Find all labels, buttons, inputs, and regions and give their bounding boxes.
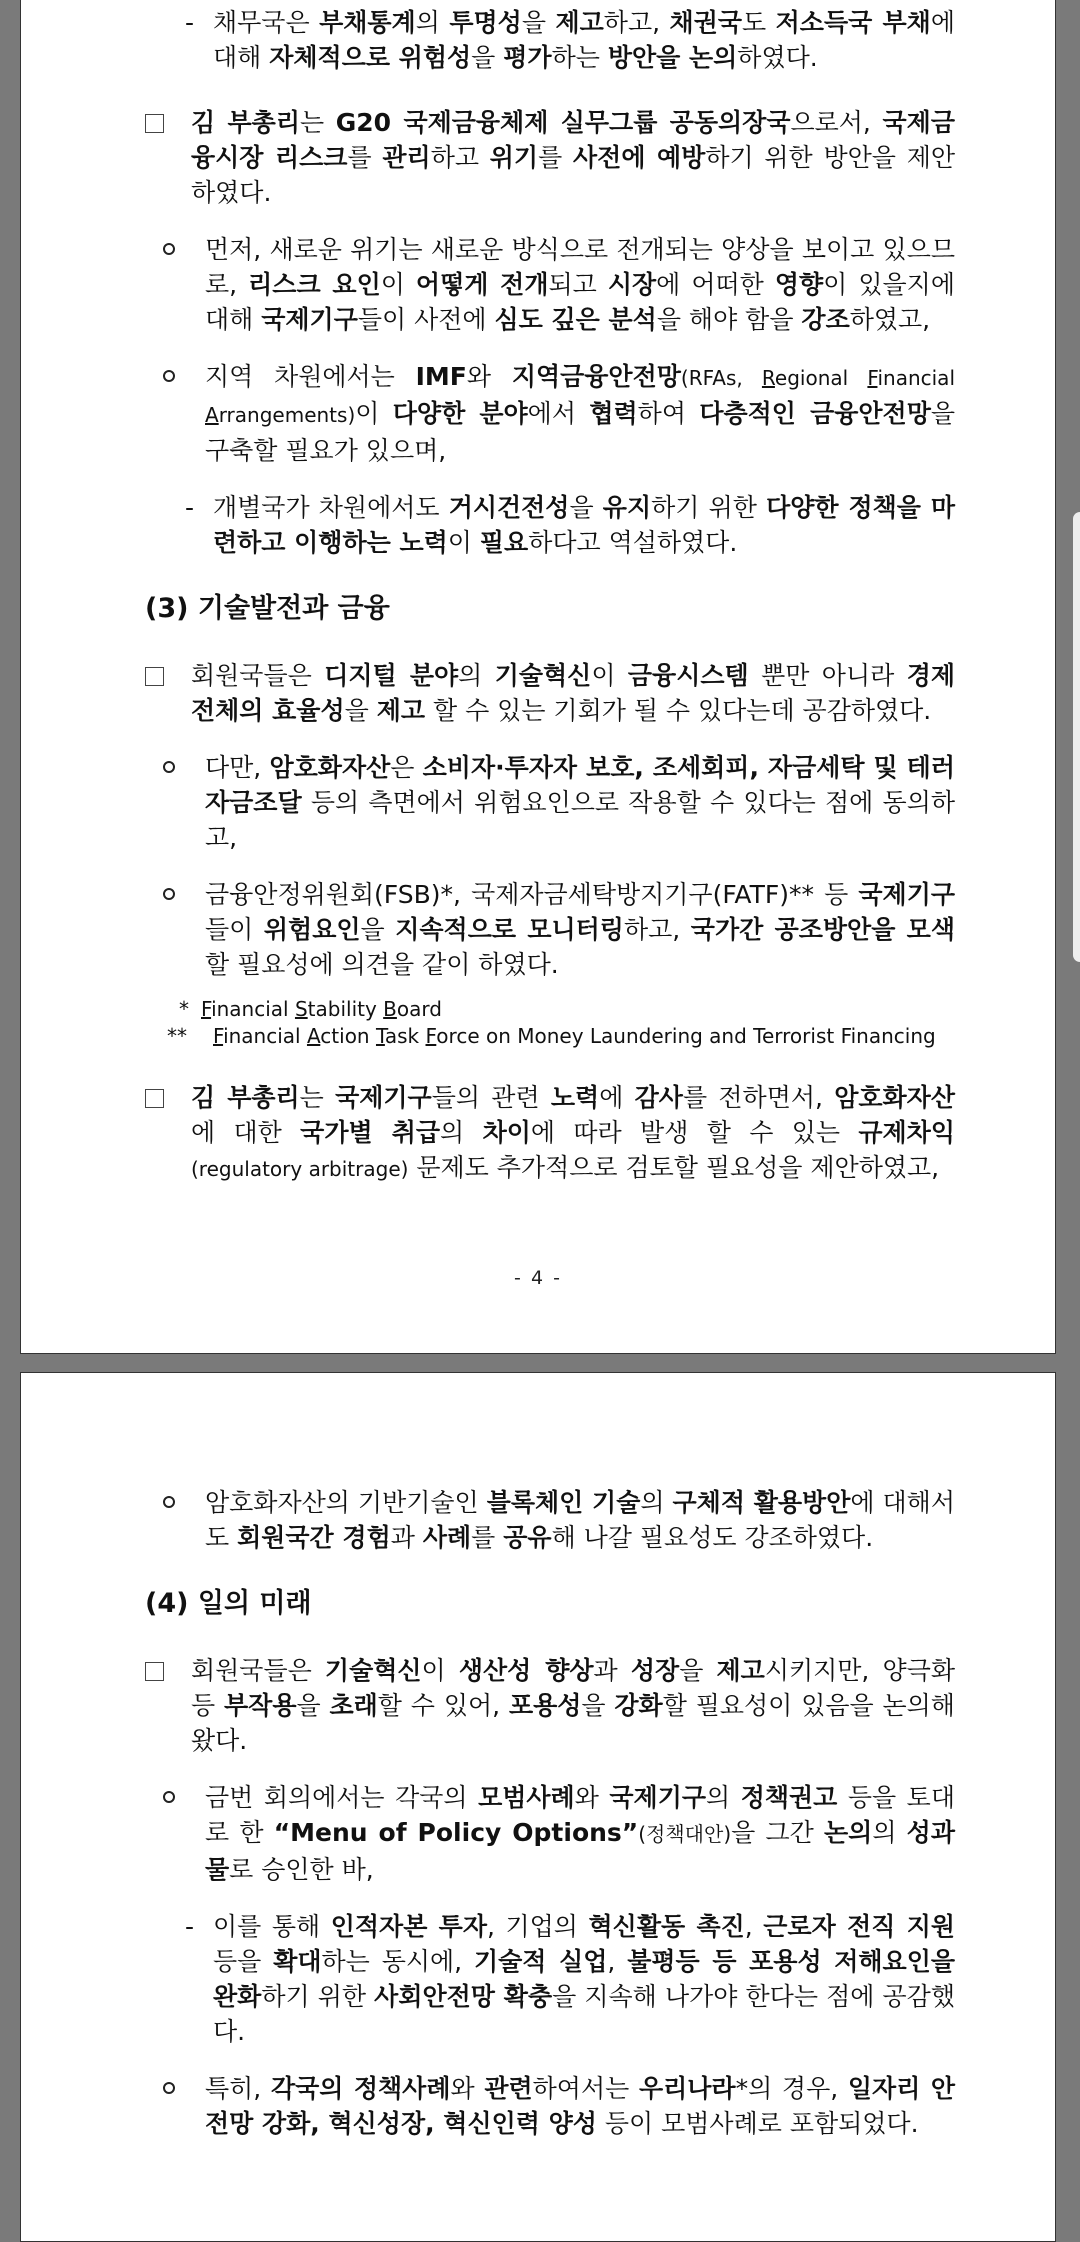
- circle-bullet-paragraph: [163, 232, 955, 337]
- square-bullet-paragraph: [145, 658, 955, 728]
- paragraph-text: 회원국들은 디지털 분야의 기술혁신이 금융시스템 뿐만 아니라 경제 전체의 효율성을 제고 할 수 있는 기회가 될 수 있다는데 공감하였다.: [191, 661, 955, 725]
- paragraph-text: 금번 회의에서는 각국의 모범사례와 국제기구의 정책권고 등을 토대로 한 “Menu of Policy Options”(정책대안)을 그간 논의의 성과물로 승인한 바,: [205, 1783, 955, 1884]
- circle-bullet-paragraph: [163, 359, 955, 468]
- paragraph-text: 김 부총리는 국제기구들의 관련 노력에 감사를 전하면서, 암호화자산에 대한 국가별 취급의 차이에 따라 발생 할 수 있는 규제차익(regulatory arbitrage) 문제도 추가적으로 검토할 필요성을 제안하였고,: [191, 1083, 955, 1182]
- footnote-text: Financial Action Task Force on Money Laundering and Terrorist Financing: [213, 1024, 936, 1048]
- footnote-marker: *: [179, 997, 189, 1021]
- square-bullet-icon: [145, 1089, 164, 1108]
- square-bullet-paragraph: [145, 1653, 955, 1758]
- dash-bullet-paragraph: [185, 490, 955, 560]
- scrollbar-thumb[interactable]: [1073, 512, 1080, 962]
- square-bullet-paragraph: [145, 105, 955, 210]
- footnote-text: Financial Stability Board: [201, 997, 442, 1021]
- dash-bullet: -: [185, 1912, 195, 1941]
- page-5-content: [145, 1485, 955, 2141]
- section-heading: (3) 기술발전과 금융: [145, 593, 390, 624]
- circle-bullet-paragraph: [163, 2071, 955, 2141]
- dash-bullet-paragraph: [185, 1909, 955, 2049]
- paragraph-text: 회원국들은 기술혁신이 생산성 향상과 성장을 제고시키지만, 양극화 등 부작용을 초래할 수 있어, 포용성을 강화할 필요성이 있음을 논의해 왔다.: [191, 1656, 955, 1755]
- circle-bullet-icon: [163, 2082, 175, 2094]
- dash-bullet: -: [185, 8, 195, 37]
- paragraph-text: 개별국가 차원에서도 거시건전성을 유지하기 위한 다양한 정책을 마련하고 이행하는 노력이 필요하다고 역설하였다.: [213, 493, 955, 557]
- circle-bullet-paragraph: [163, 1485, 955, 1555]
- document-page-4: [20, 0, 1056, 1354]
- square-bullet-icon: [145, 667, 164, 686]
- dash-bullet-paragraph: [185, 5, 955, 75]
- circle-bullet-icon: [163, 243, 175, 255]
- square-bullet-icon: [145, 114, 164, 133]
- paragraph-text: 암호화자산의 기반기술인 블록체인 기술의 구체적 활용방안에 대해서도 회원국간 경험과 사례를 공유해 나갈 필요성도 강조하였다.: [205, 1488, 955, 1552]
- paragraph-text: 지역 차원에서는 IMF와 지역금융안전망(RFAs, Regional Financial Arrangements)이 다양한 분야에서 협력하여 다층적인 금융안전망을 구축할 필요가 있으며,: [205, 362, 955, 465]
- circle-bullet-paragraph: [163, 877, 955, 982]
- page-number: - 4 -: [514, 1267, 562, 1289]
- paragraph-text: 이를 통해 인적자본 투자, 기업의 혁신활동 촉진, 근로자 전직 지원 등을 확대하는 동시에, 기술적 실업, 불평등 등 포용성 저해요인을 완화하기 위한 사회안전망 확충을 지속해 나가야 한다는 점에 공감했다.: [213, 1912, 956, 2046]
- square-bullet-paragraph: [145, 1080, 955, 1187]
- page-4-content: [145, 5, 955, 1187]
- square-bullet-icon: [145, 1662, 164, 1681]
- footnote: [179, 996, 955, 1023]
- section-heading: (4) 일의 미래: [145, 1588, 312, 1619]
- document-page-5: [20, 1372, 1056, 2242]
- footnote-marker: **: [167, 1024, 187, 1048]
- footnote: [167, 1023, 955, 1050]
- circle-bullet-icon: [163, 1496, 175, 1508]
- circle-bullet-icon: [163, 1791, 175, 1803]
- circle-bullet-icon: [163, 761, 175, 773]
- circle-bullet-paragraph: [163, 750, 955, 855]
- dash-bullet: -: [185, 493, 195, 522]
- paragraph-text: 먼저, 새로운 위기는 새로운 방식으로 전개되는 양상을 보이고 있으므로, 리스크 요인이 어떻게 전개되고 시장에 어떠한 영향이 있을지에 대해 국제기구들이 사전에 심도 깊은 분석을 해야 함을 강조하였고,: [205, 235, 955, 334]
- circle-bullet-icon: [163, 370, 175, 382]
- paragraph-text: 특히, 각국의 정책사례와 관련하여서는 우리나라*의 경우, 일자리 안전망 강화, 혁신성장, 혁신인력 양성 등이 모범사례로 포함되었다.: [205, 2074, 955, 2138]
- paragraph-text: 채무국은 부채통계의 투명성을 제고하고, 채권국도 저소득국 부채에 대해 자체적으로 위험성을 평가하는 방안을 논의하였다.: [213, 8, 955, 72]
- circle-bullet-icon: [163, 888, 175, 900]
- circle-bullet-paragraph: [163, 1780, 955, 1887]
- paragraph-text: 김 부총리는 G20 국제금융체제 실무그룹 공동의장국으로서, 국제금융시장 리스크를 관리하고 위기를 사전에 예방하기 위한 방안을 제안하였다.: [191, 108, 955, 207]
- paragraph-text: 금융안정위원회(FSB)*, 국제자금세탁방지기구(FATF)** 등 국제기구들이 위험요인을 지속적으로 모니터링하고, 국가간 공조방안을 모색할 필요성에 의견을 같이 하였다.: [205, 880, 955, 979]
- paragraph-text: 다만, 암호화자산은 소비자·투자자 보호, 조세회피, 자금세탁 및 테러자금조달 등의 측면에서 위험요인으로 작용할 수 있다는 점에 동의하고,: [205, 753, 955, 852]
